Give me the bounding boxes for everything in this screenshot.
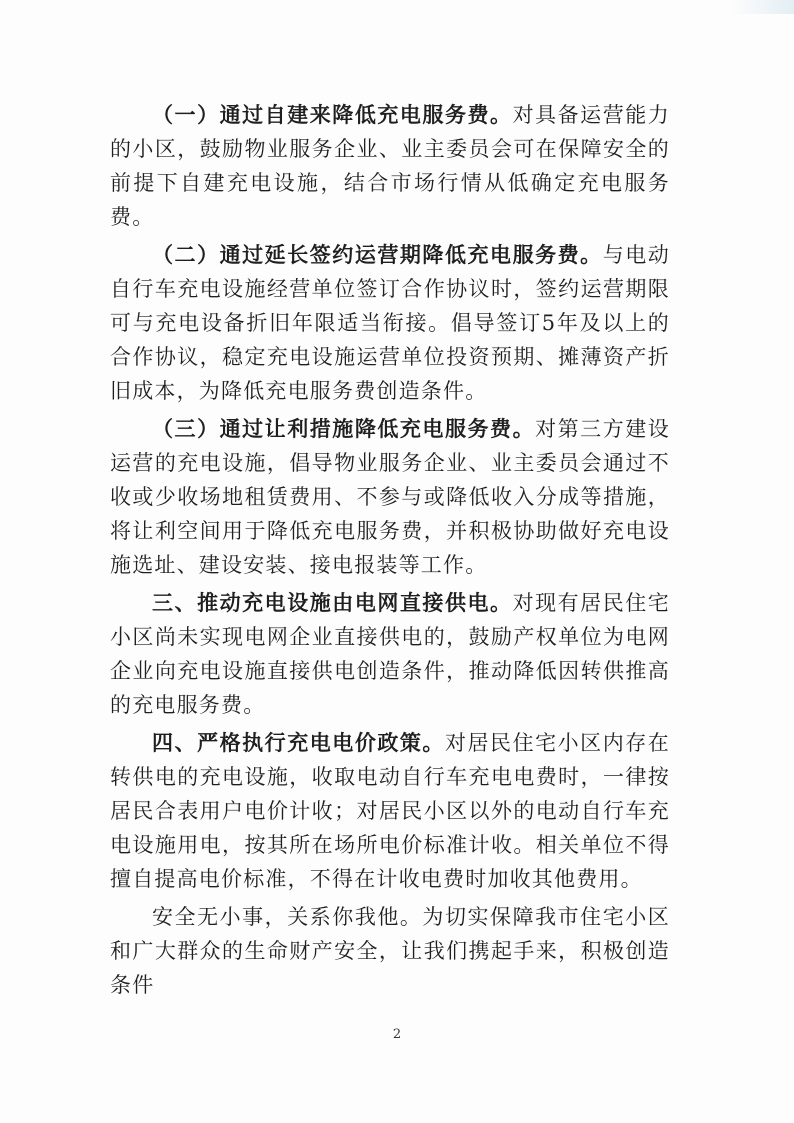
scan-edge-mark [730,0,794,14]
paragraph-safety-call [110,900,670,1002]
body-self-build: 对具备运营能力的小区，鼓励物业服务企业、业主委员会可在保障安全的前提下自建充电设施，结合市场行情从低确定充电服务费。 [110,103,670,229]
body-extend-contract: 与电动自行车充电设施经营单位签订合作协议时，签约运营期限可与充电设备折旧年限适当衔接。倡导签订5年及以上的合作协议，稳定充电设施运营单位投资预期、摊薄资产折旧成本，为降低充电服务费创造条件。 [110,243,670,403]
page-number: 2 [392,1027,402,1042]
paragraph-concession [110,412,670,582]
heading-self-build: （一）通过自建来降低充电服务费。 [152,102,513,127]
heading-price-policy: 四、严格执行充电电价政策。 [152,731,445,755]
heading-extend-contract: （二）通过延长签约运营期降低充电服务费。 [152,242,603,267]
heading-direct-supply: 三、推动充电设施由电网直接供电。 [152,591,513,615]
body-price-policy: 对居民住宅小区内存在转供电的充电设施，收取电动自行车充电电费时，一律按居民合表用户电价计收；对居民小区以外的电动自行车充电设施用电，按其所在场所电价标准计收。相关单位不得擅自提高电价标准，不得在计收电费时加收其他费用。 [110,731,670,891]
paragraph-extend-contract [110,238,670,408]
body-concession: 对第三方建设运营的充电设施，倡导物业服务企业、业主委员会通过不收或少收场地租赁费用、不参与或降低收入分成等措施，将让利空间用于降低充电服务费，并积极协助做好充电设施选址、建设安装、接电报装等工作。 [110,417,670,577]
paragraph-direct-supply [110,586,670,722]
heading-concession: （三）通过让利措施降低充电服务费。 [152,416,536,441]
paragraph-price-policy [110,726,670,896]
body-direct-supply: 对现有居民住宅小区尚未实现电网企业直接供电的，鼓励产权单位为电网企业向充电设施直接供电创造条件，推动降低因转供推高的充电服务费。 [110,591,670,717]
paragraph-self-build [110,98,670,234]
body-safety-call: 安全无小事，关系你我他。为切实保障我市住宅小区和广大群众的生命财产安全，让我们携起手来，积极创造条件 [110,905,670,997]
document-body [110,98,670,1002]
